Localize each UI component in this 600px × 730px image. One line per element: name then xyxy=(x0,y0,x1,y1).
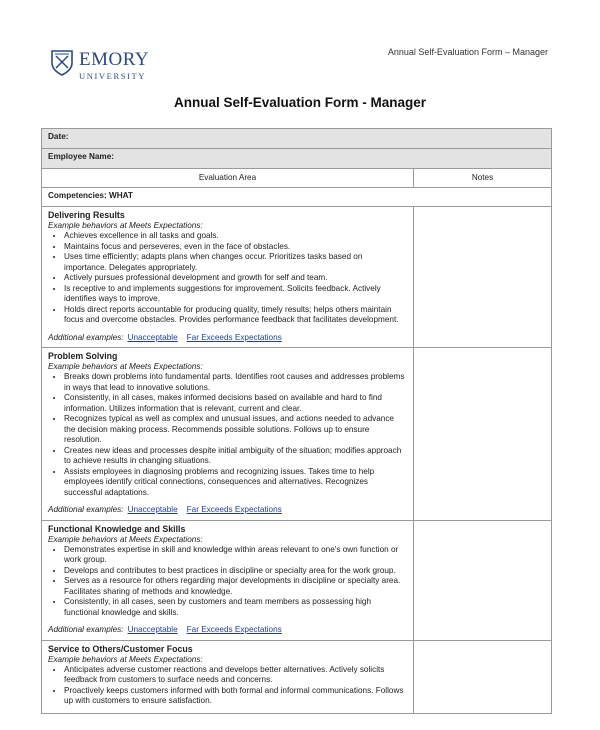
column-header-notes: Notes xyxy=(414,169,552,188)
list-item: • Consistently, in all cases, makes informed decisions based on available and hard to find information. Utilizes information that is relevant, current and clear. xyxy=(64,393,407,414)
list-item: • Anticipates adverse customer reactions and develops better alternatives. Actively solicits feedback from customers to surface needs and concerns. xyxy=(64,665,407,686)
additional-examples-label: Additional examples: xyxy=(48,505,124,514)
section-content xyxy=(42,348,414,521)
section-title: Service to Others/Customer Focus xyxy=(48,643,193,654)
far-exceeds-link[interactable]: Far Exceeds Expectations xyxy=(186,505,282,514)
list-item: • Actively pursues professional development and growth for self and team. xyxy=(64,273,407,284)
section-subtitle: Example behaviors at Meets Expectations: xyxy=(48,221,203,230)
list-item: • Serves as a resource for others regarding major developments in discipline or specialty area. Facilitates sharing of methods and knowledge. xyxy=(64,576,407,597)
list-item: • Assists employees in diagnosing problems and recognizing issues. Takes time to help employees identify critical connections, consequences and alternatives. Recognizes successful adaptations. xyxy=(64,467,407,499)
section-title: Functional Knowledge and Skills xyxy=(48,523,186,534)
list-item: • Breaks down problems into fundamental parts. Identifies root causes and addresses problems in ways that lead to innovative solutions. xyxy=(64,372,407,393)
unacceptable-link[interactable]: Unacceptable xyxy=(127,625,178,634)
list-item: • Develops and contributes to best practices in discipline or specialty area for the work group. xyxy=(64,566,407,577)
employee-name-label: Employee Name: xyxy=(48,152,114,161)
logo-subtitle: UNIVERSITY xyxy=(79,71,146,81)
notes-cell[interactable] xyxy=(414,207,552,348)
additional-examples-label: Additional examples: xyxy=(48,625,124,634)
section-row xyxy=(42,207,552,348)
behavior-list xyxy=(48,231,407,326)
list-item: • Is receptive to and implements suggestions for improvement. Solicits feedback. Actively identifies ways to improve. xyxy=(64,284,407,305)
list-item: • Holds direct reports accountable for producing quality, timely results; helps others maintain focus and overcome obstacles. Provides performance feedback that facilitates development. xyxy=(64,305,407,326)
logo-name: EMORY xyxy=(79,49,150,70)
additional-examples-label: Additional examples: xyxy=(48,332,124,342)
list-item: • Proactively keeps customers informed with both formal and informal communications. Follows up with customers to ensure satisfaction. xyxy=(64,686,407,707)
date-field[interactable] xyxy=(42,129,552,149)
list-item: • Consistently, in all cases, seen by customers and team members as possessing high functional knowledge and skills. xyxy=(64,597,407,618)
additional-examples xyxy=(48,625,407,636)
competencies-row: Competencies: WHAT xyxy=(42,188,552,207)
evaluation-form-table xyxy=(41,128,552,714)
employee-name-field[interactable] xyxy=(42,149,552,169)
section-row xyxy=(42,520,552,640)
section-title: Problem Solving xyxy=(48,351,118,361)
page-title: Annual Self-Evaluation Form - Manager xyxy=(173,95,427,110)
far-exceeds-link[interactable]: Far Exceeds Expectations xyxy=(186,625,282,634)
additional-examples xyxy=(48,505,407,516)
notes-cell[interactable] xyxy=(414,520,552,640)
shield-crest-icon xyxy=(51,50,73,76)
behavior-list xyxy=(48,372,407,498)
unacceptable-link[interactable]: Unacceptable xyxy=(127,505,178,514)
section-title: Delivering Results xyxy=(48,210,125,220)
page-header-text: Annual Self-Evaluation Form – Manager xyxy=(387,47,548,57)
additional-examples xyxy=(48,333,407,344)
list-item: • Demonstrates expertise in skill and knowledge within areas relevant to one's own function or work group. xyxy=(64,545,407,566)
list-item: • Maintains focus and perseveres, even in the face of obstacles. xyxy=(64,242,407,253)
column-header-evaluation-area: Evaluation Area xyxy=(42,169,414,188)
section-content xyxy=(42,520,414,640)
behavior-list xyxy=(48,665,407,707)
notes-cell[interactable] xyxy=(414,348,552,521)
behavior-list xyxy=(48,545,407,619)
section-content xyxy=(42,640,414,713)
section-row xyxy=(42,348,552,521)
list-item: • Uses time efficiently; adapts plans when changes occur. Prioritizes tasks based on importance. Delegates appropriately. xyxy=(64,252,407,273)
section-subtitle: Example behaviors at Meets Expectations: xyxy=(48,654,203,664)
unacceptable-link[interactable]: Unacceptable xyxy=(127,332,178,342)
section-subtitle: Example behaviors at Meets Expectations: xyxy=(48,362,203,371)
section-row xyxy=(42,640,552,713)
list-item: • Achieves excellence in all tasks and goals. xyxy=(64,231,407,242)
list-item: • Creates new ideas and processes despite initial ambiguity of the situation; modifies approach to achieve results in changing situations. xyxy=(64,446,407,467)
date-label: Date: xyxy=(48,132,69,141)
section-subtitle: Example behaviors at Meets Expectations: xyxy=(48,534,203,544)
emory-logo xyxy=(51,50,149,81)
list-item: • Recognizes typical as well as complex and unusual issues, and actions needed to advance the decision making process. Recommends possible solutions. Follows up to ensure resolution. xyxy=(64,414,407,446)
far-exceeds-link[interactable]: Far Exceeds Expectations xyxy=(186,332,282,342)
notes-cell[interactable] xyxy=(414,640,552,713)
section-content xyxy=(42,207,414,348)
